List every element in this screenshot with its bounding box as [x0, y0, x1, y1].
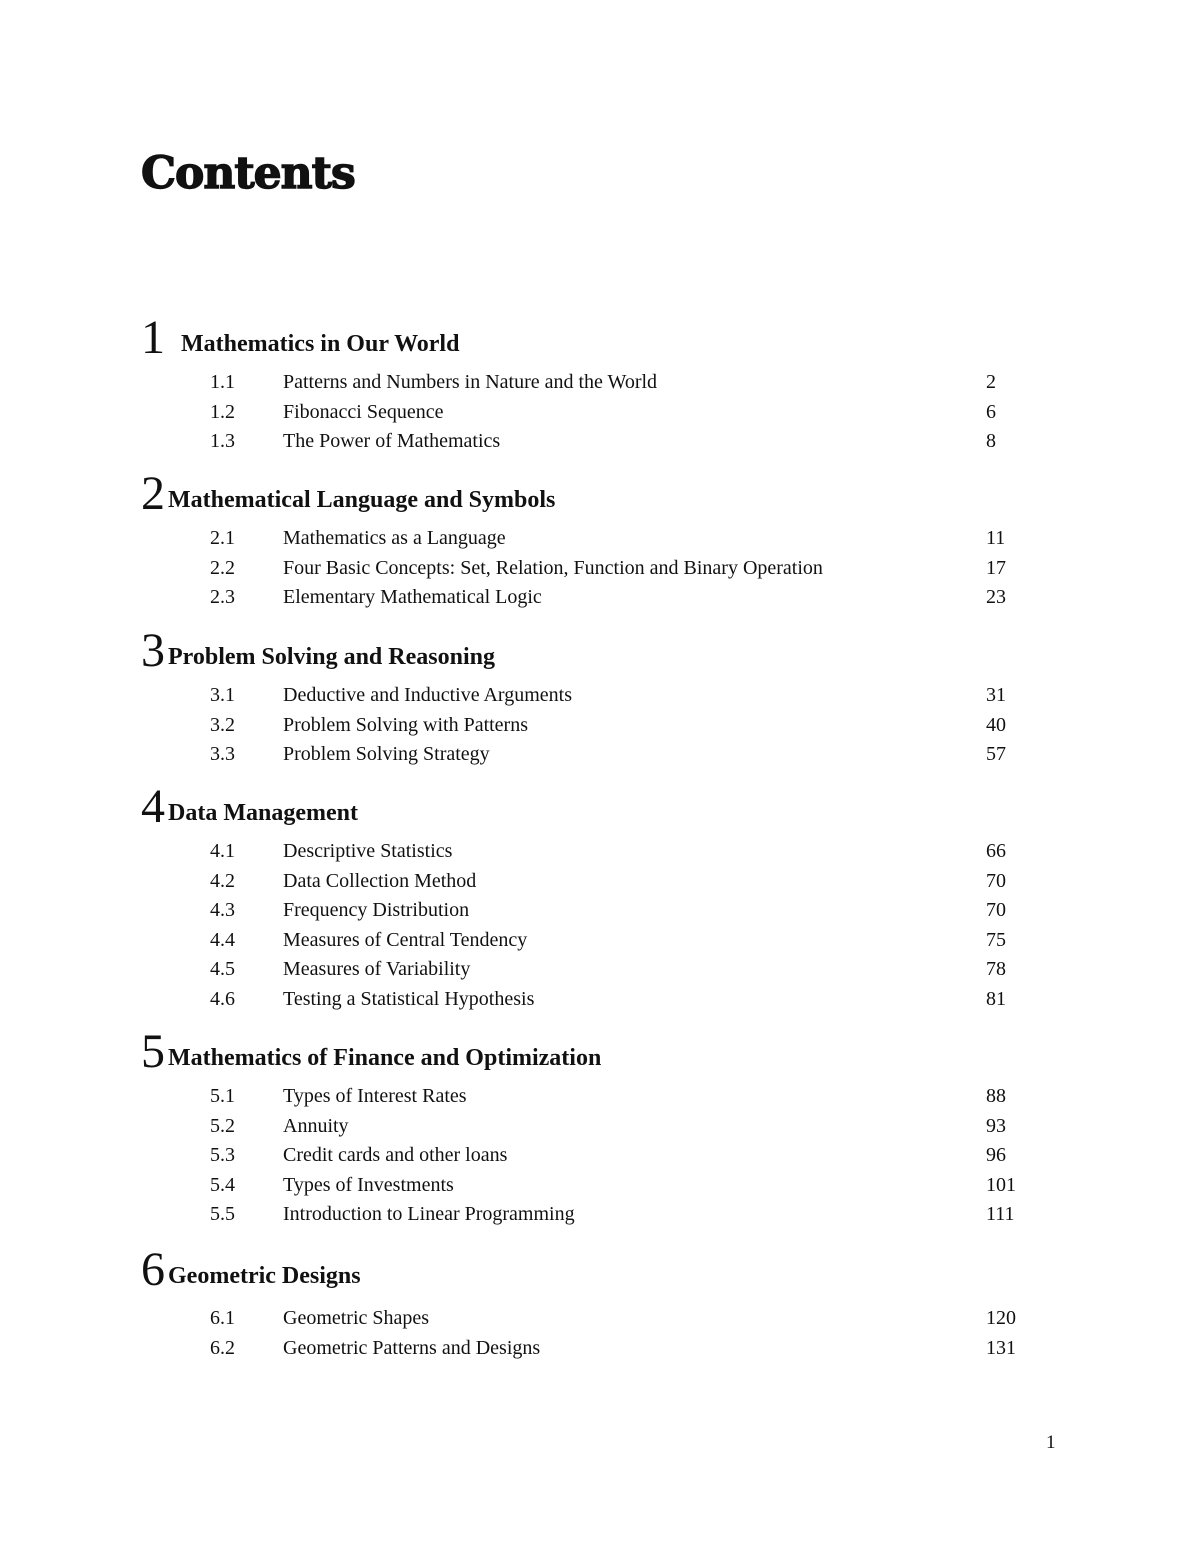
section-title: Credit cards and other loans: [283, 1144, 508, 1166]
toc-entry[interactable]: [0, 837, 1200, 867]
chapter-title: Mathematics of Finance and Optimization: [168, 1045, 602, 1071]
entry-list: [0, 524, 1200, 613]
section-page: 8: [986, 430, 996, 452]
section-number: 4.5: [210, 958, 235, 980]
toc-entry[interactable]: [0, 1112, 1200, 1142]
section-page: 2: [986, 371, 996, 393]
section-title: Frequency Distribution: [283, 899, 470, 921]
section-number: 4.2: [210, 869, 235, 892]
section-page: 23: [986, 586, 1006, 608]
section-number: 5.4: [210, 1173, 235, 1196]
section-title: Mathematics as a Language: [283, 527, 506, 549]
section-number: 5.1: [210, 1085, 235, 1107]
chapter-title: Problem Solving and Reasoning: [168, 644, 495, 670]
section-title: Types of Interest Rates: [283, 1085, 467, 1107]
section-title: Measures of Central Tendency: [283, 928, 528, 951]
section-title: Introduction to Linear Programming: [283, 1203, 575, 1225]
section-page: 131: [986, 1336, 1016, 1359]
section-page: 66: [986, 840, 1006, 862]
section-title: Problem Solving with Patterns: [283, 713, 528, 736]
chapter-number: 3: [141, 624, 165, 677]
page-title: Contents: [141, 148, 355, 199]
section-number: 3.2: [210, 713, 235, 736]
section-page: 96: [986, 1144, 1006, 1166]
chapter-number: 1: [141, 311, 165, 364]
section-page: 6: [986, 400, 996, 423]
section-page: 70: [986, 899, 1006, 921]
chapter-number: 4: [141, 780, 165, 833]
section-number: 2.1: [210, 527, 235, 549]
toc-entry[interactable]: [0, 985, 1200, 1015]
page-number: 1: [1046, 1432, 1056, 1453]
section-title: Fibonacci Sequence: [283, 400, 444, 423]
toc-entry[interactable]: [0, 368, 1200, 398]
section-number: 4.6: [210, 987, 235, 1010]
section-title: Descriptive Statistics: [283, 840, 453, 862]
entry-list: [0, 681, 1200, 770]
entry-list: [0, 368, 1200, 457]
section-number: 5.3: [210, 1144, 235, 1166]
section-page: 31: [986, 684, 1006, 706]
section-title: Annuity: [283, 1114, 349, 1137]
section-title: Geometric Shapes: [283, 1307, 430, 1329]
toc-entry[interactable]: [0, 1334, 1200, 1364]
toc-entry[interactable]: [0, 740, 1200, 770]
section-number: 3.3: [210, 743, 235, 765]
toc-entry[interactable]: [0, 1082, 1200, 1112]
section-page: 57: [986, 743, 1006, 765]
section-number: 4.3: [210, 899, 235, 921]
chapter-number: 6: [141, 1243, 165, 1296]
section-page: 81: [986, 987, 1006, 1010]
toc-entry[interactable]: [0, 711, 1200, 741]
section-page: 111: [986, 1203, 1015, 1225]
section-number: 1.1: [210, 371, 235, 393]
section-title: The Power of Mathematics: [283, 430, 501, 452]
section-number: 3.1: [210, 684, 235, 706]
toc-entry[interactable]: [0, 1304, 1200, 1334]
section-number: 6.1: [210, 1307, 235, 1329]
toc-entry[interactable]: [0, 554, 1200, 584]
toc-entry[interactable]: [0, 1171, 1200, 1201]
section-title: Types of Investments: [283, 1173, 454, 1196]
section-number: 5.2: [210, 1114, 235, 1137]
toc-entry[interactable]: [0, 427, 1200, 457]
toc-entry[interactable]: [0, 926, 1200, 956]
section-number: 1.3: [210, 430, 235, 452]
toc-entry[interactable]: [0, 583, 1200, 613]
toc-entry[interactable]: [0, 681, 1200, 711]
section-page: 17: [986, 556, 1006, 579]
section-number: 4.4: [210, 928, 235, 951]
section-page: 78: [986, 958, 1006, 980]
chapter-title: Data Management: [168, 800, 358, 826]
section-page: 40: [986, 713, 1006, 736]
toc-entry[interactable]: [0, 896, 1200, 926]
section-page: 120: [986, 1307, 1016, 1329]
section-title: Geometric Patterns and Designs: [283, 1336, 541, 1359]
chapter-number: 2: [141, 467, 165, 520]
entry-list: [0, 1082, 1200, 1230]
section-page: 88: [986, 1085, 1006, 1107]
section-title: Four Basic Concepts: Set, Relation, Function and Binary Operation: [283, 556, 823, 579]
section-page: 93: [986, 1114, 1006, 1137]
chapter-title: Mathematics in Our World: [181, 331, 460, 357]
section-title: Problem Solving Strategy: [283, 743, 490, 765]
section-page: 70: [986, 869, 1006, 892]
section-title: Patterns and Numbers in Nature and the World: [283, 371, 658, 393]
section-number: 6.2: [210, 1336, 235, 1359]
toc-entry[interactable]: [0, 1141, 1200, 1171]
section-title: Data Collection Method: [283, 869, 477, 892]
section-number: 5.5: [210, 1203, 235, 1225]
toc-entry[interactable]: [0, 398, 1200, 428]
section-number: 1.2: [210, 400, 235, 423]
entry-list: [0, 837, 1200, 1014]
section-page: 101: [986, 1173, 1016, 1196]
section-page: 75: [986, 928, 1006, 951]
toc-entry[interactable]: [0, 955, 1200, 985]
section-title: Measures of Variability: [283, 958, 471, 980]
section-number: 2.2: [210, 556, 235, 579]
chapter-title: Geometric Designs: [168, 1263, 361, 1289]
toc-entry[interactable]: [0, 867, 1200, 897]
toc-entry[interactable]: [0, 1200, 1200, 1230]
toc-entry[interactable]: [0, 524, 1200, 554]
section-title: Elementary Mathematical Logic: [283, 586, 542, 608]
section-number: 2.3: [210, 586, 235, 608]
section-page: 11: [986, 527, 1006, 549]
section-number: 4.1: [210, 840, 235, 862]
section-title: Testing a Statistical Hypothesis: [283, 987, 535, 1010]
chapter-number: 5: [141, 1025, 165, 1078]
section-title: Deductive and Inductive Arguments: [283, 684, 573, 706]
chapter-title: Mathematical Language and Symbols: [168, 487, 556, 513]
entry-list: [0, 1304, 1200, 1363]
